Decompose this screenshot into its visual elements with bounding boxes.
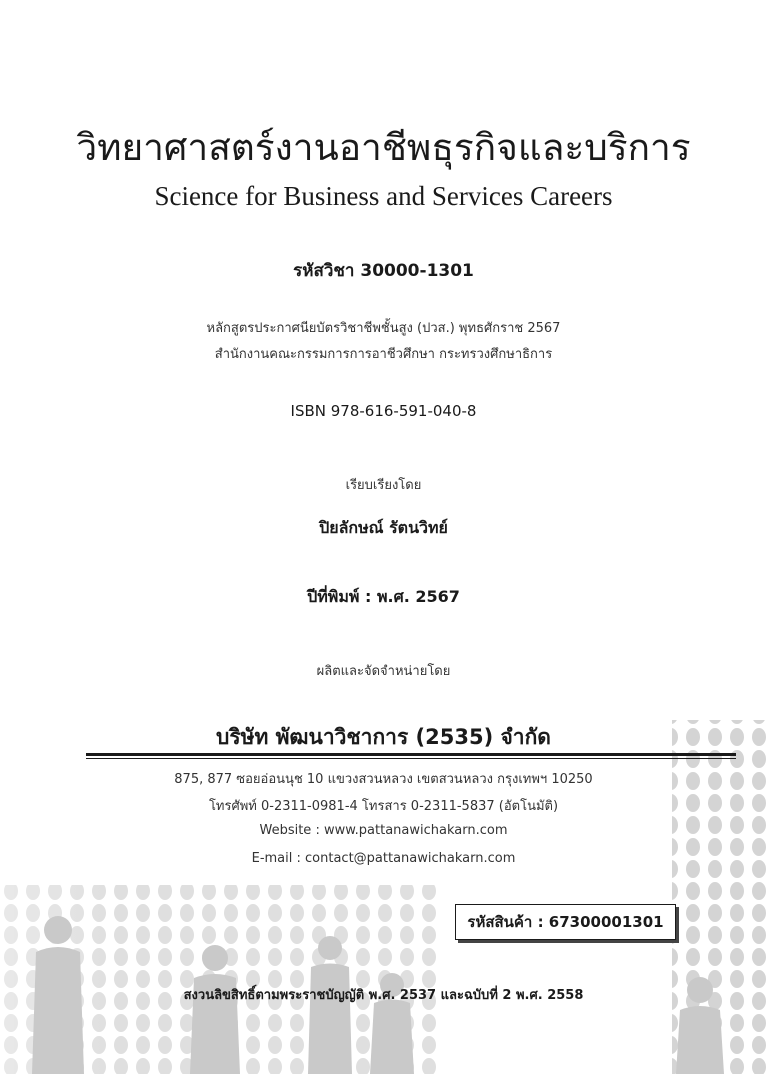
product-code: รหัสสินค้า : 67300001301 [467,913,664,931]
arranged-by-label: เรียบเรียงโดย [345,478,422,493]
print-year: ปีที่พิมพ์ : พ.ศ. 2567 [307,587,460,606]
divider-thick [86,753,736,756]
published-by-label: ผลิตและจัดจำหน่ายโดย [316,664,451,679]
isbn: ISBN 978-616-591-040-8 [290,402,477,420]
publisher-company: บริษัท พัฒนาวิชาการ (2535) จำกัด [216,725,551,749]
book-title-thai: วิทยาศาสตร์งานอาชีพธุรกิจและบริการ [76,126,691,169]
course-code: รหัสวิชา 30000-1301 [293,261,474,281]
copyright-notice: สงวนลิขสิทธิ์ตามพระราชบัญญัติ พ.ศ. 2537 และฉบับที่ 2 พ.ศ. 2558 [183,988,584,1003]
product-code-box [455,904,676,940]
divider-thin [86,758,736,759]
publisher-email: E-mail : contact@pattanawichakarn.com [251,851,516,866]
publisher-phone: โทรศัพท์ 0-2311-0981-4 โทรสาร 0-2311-5837 (อัตโนมัติ) [208,799,559,814]
publisher-address: 875, 877 ซอยอ่อนนุช 10 แขวงสวนหลวง เขตสวนหลวง กรุงเทพฯ 10250 [174,772,593,787]
book-title-english: Science for Business and Services Careers [154,181,613,211]
publisher-website: Website : www.pattanawichakarn.com [259,823,508,838]
curriculum-line: หลักสูตรประกาศนียบัตรวิชาชีพชั้นสูง (ปวส.) พุทธศักราช 2567 [206,321,561,336]
author-name: ปิยลักษณ์ รัตนวิทย์ [319,518,448,537]
agency-line: สำนักงานคณะกรรมการการอาชีวศึกษา กระทรวงศึกษาธิการ [214,347,553,362]
